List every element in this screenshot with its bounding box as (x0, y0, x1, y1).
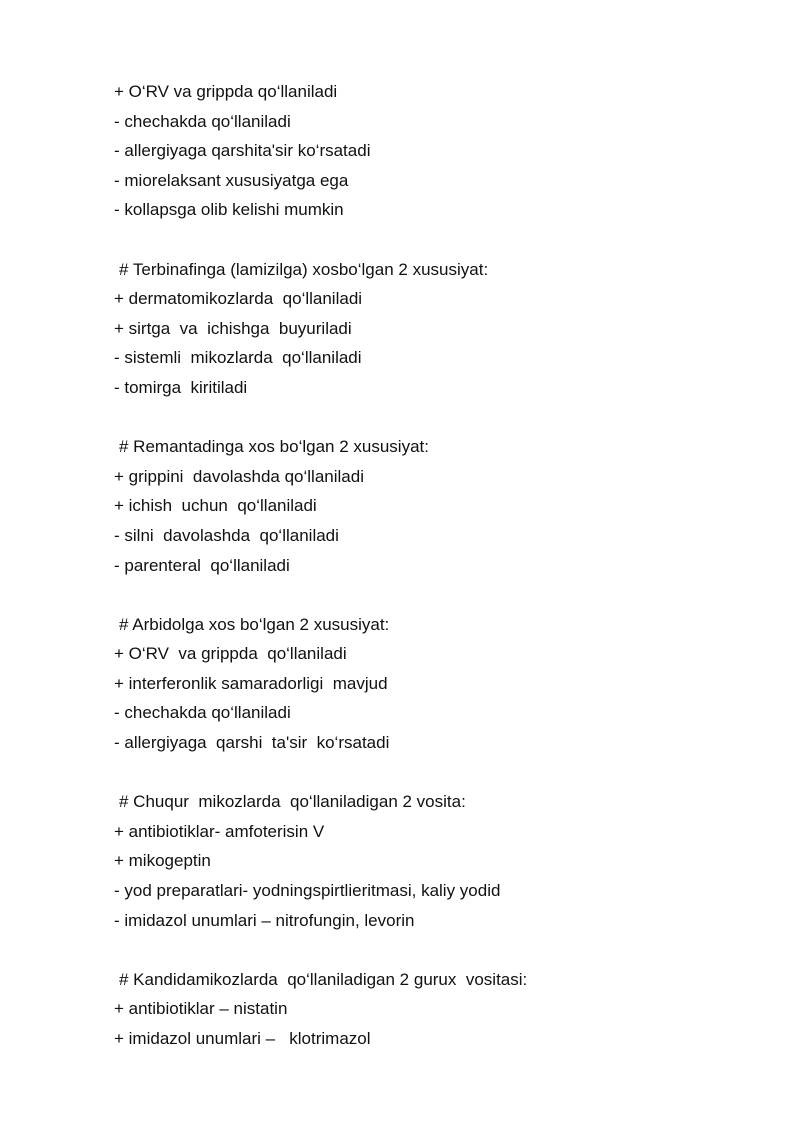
question-heading: # Remantadinga xos bo‘lgan 2 xususiyat: (119, 437, 429, 457)
block-2 (114, 432, 800, 580)
option-line: + antibiotiklar – nistatin (114, 999, 288, 1019)
question-heading: # Kandidamikozlarda qo‘llaniladigan 2 gurux vositasi: (119, 969, 528, 989)
question-heading: # Arbidolga xos bo‘lgan 2 xususiyat: (119, 614, 390, 634)
block-1 (114, 255, 800, 403)
option-line: - parenteral qo‘llaniladi (114, 555, 290, 575)
block-spacer (114, 580, 800, 610)
block-4 (114, 787, 800, 935)
option-line: - sistemli mikozlarda qo‘llaniladi (114, 348, 362, 368)
option-line: - miorelaksant xususiyatga ega (114, 170, 349, 190)
option-line: + dermatomikozlarda qo‘llaniladi (114, 289, 363, 309)
block-3 (114, 610, 800, 758)
option-line: + O‘RV va grippda qo‘llaniladi (114, 644, 347, 664)
block-0 (114, 77, 800, 225)
block-5 (114, 965, 800, 1054)
option-line: + interferonlik samaradorligi mavjud (114, 673, 388, 693)
option-line: + mikogeptin (114, 851, 211, 871)
question-heading: # Terbinafinga (lamizilga) xosbo‘lgan 2 xususiyat: (119, 259, 489, 279)
option-line: + antibiotiklar- amfoterisin V (114, 821, 325, 841)
block-spacer (114, 935, 800, 965)
block-spacer (114, 403, 800, 433)
question-heading: # Chuqur mikozlarda qo‘llaniladigan 2 vosita: (119, 792, 466, 812)
block-spacer (114, 225, 800, 255)
option-line: - allergiyaga qarshita'sir ko‘rsatadi (114, 141, 371, 161)
option-line: - tomirga kiritiladi (114, 377, 248, 397)
block-spacer (114, 758, 800, 788)
option-line: + grippini davolashda qo‘llaniladi (114, 466, 364, 486)
option-line: + imidazol unumlari – klotrimazol (114, 1029, 371, 1048)
option-line: - chechakda qo‘llaniladi (114, 111, 291, 131)
option-line: - chechakda qo‘llaniladi (114, 703, 291, 723)
option-line: - allergiyaga qarshi ta'sir ko‘rsatadi (114, 733, 390, 753)
option-line: + O‘RV va grippda qo‘llaniladi (114, 82, 338, 101)
option-line: + ichish uchun qo‘llaniladi (114, 496, 317, 516)
option-line: - silni davolashda qo‘llaniladi (114, 525, 339, 545)
option-line: - kollapsga olib kelishi mumkin (114, 200, 344, 220)
option-line: - imidazol unumlari – nitrofungin, levorin (114, 910, 415, 930)
option-line: - yod preparatlari- yodningspirtlieritmasi, kaliy yodid (114, 881, 501, 901)
option-line: + sirtga va ichishga buyuriladi (114, 318, 352, 338)
